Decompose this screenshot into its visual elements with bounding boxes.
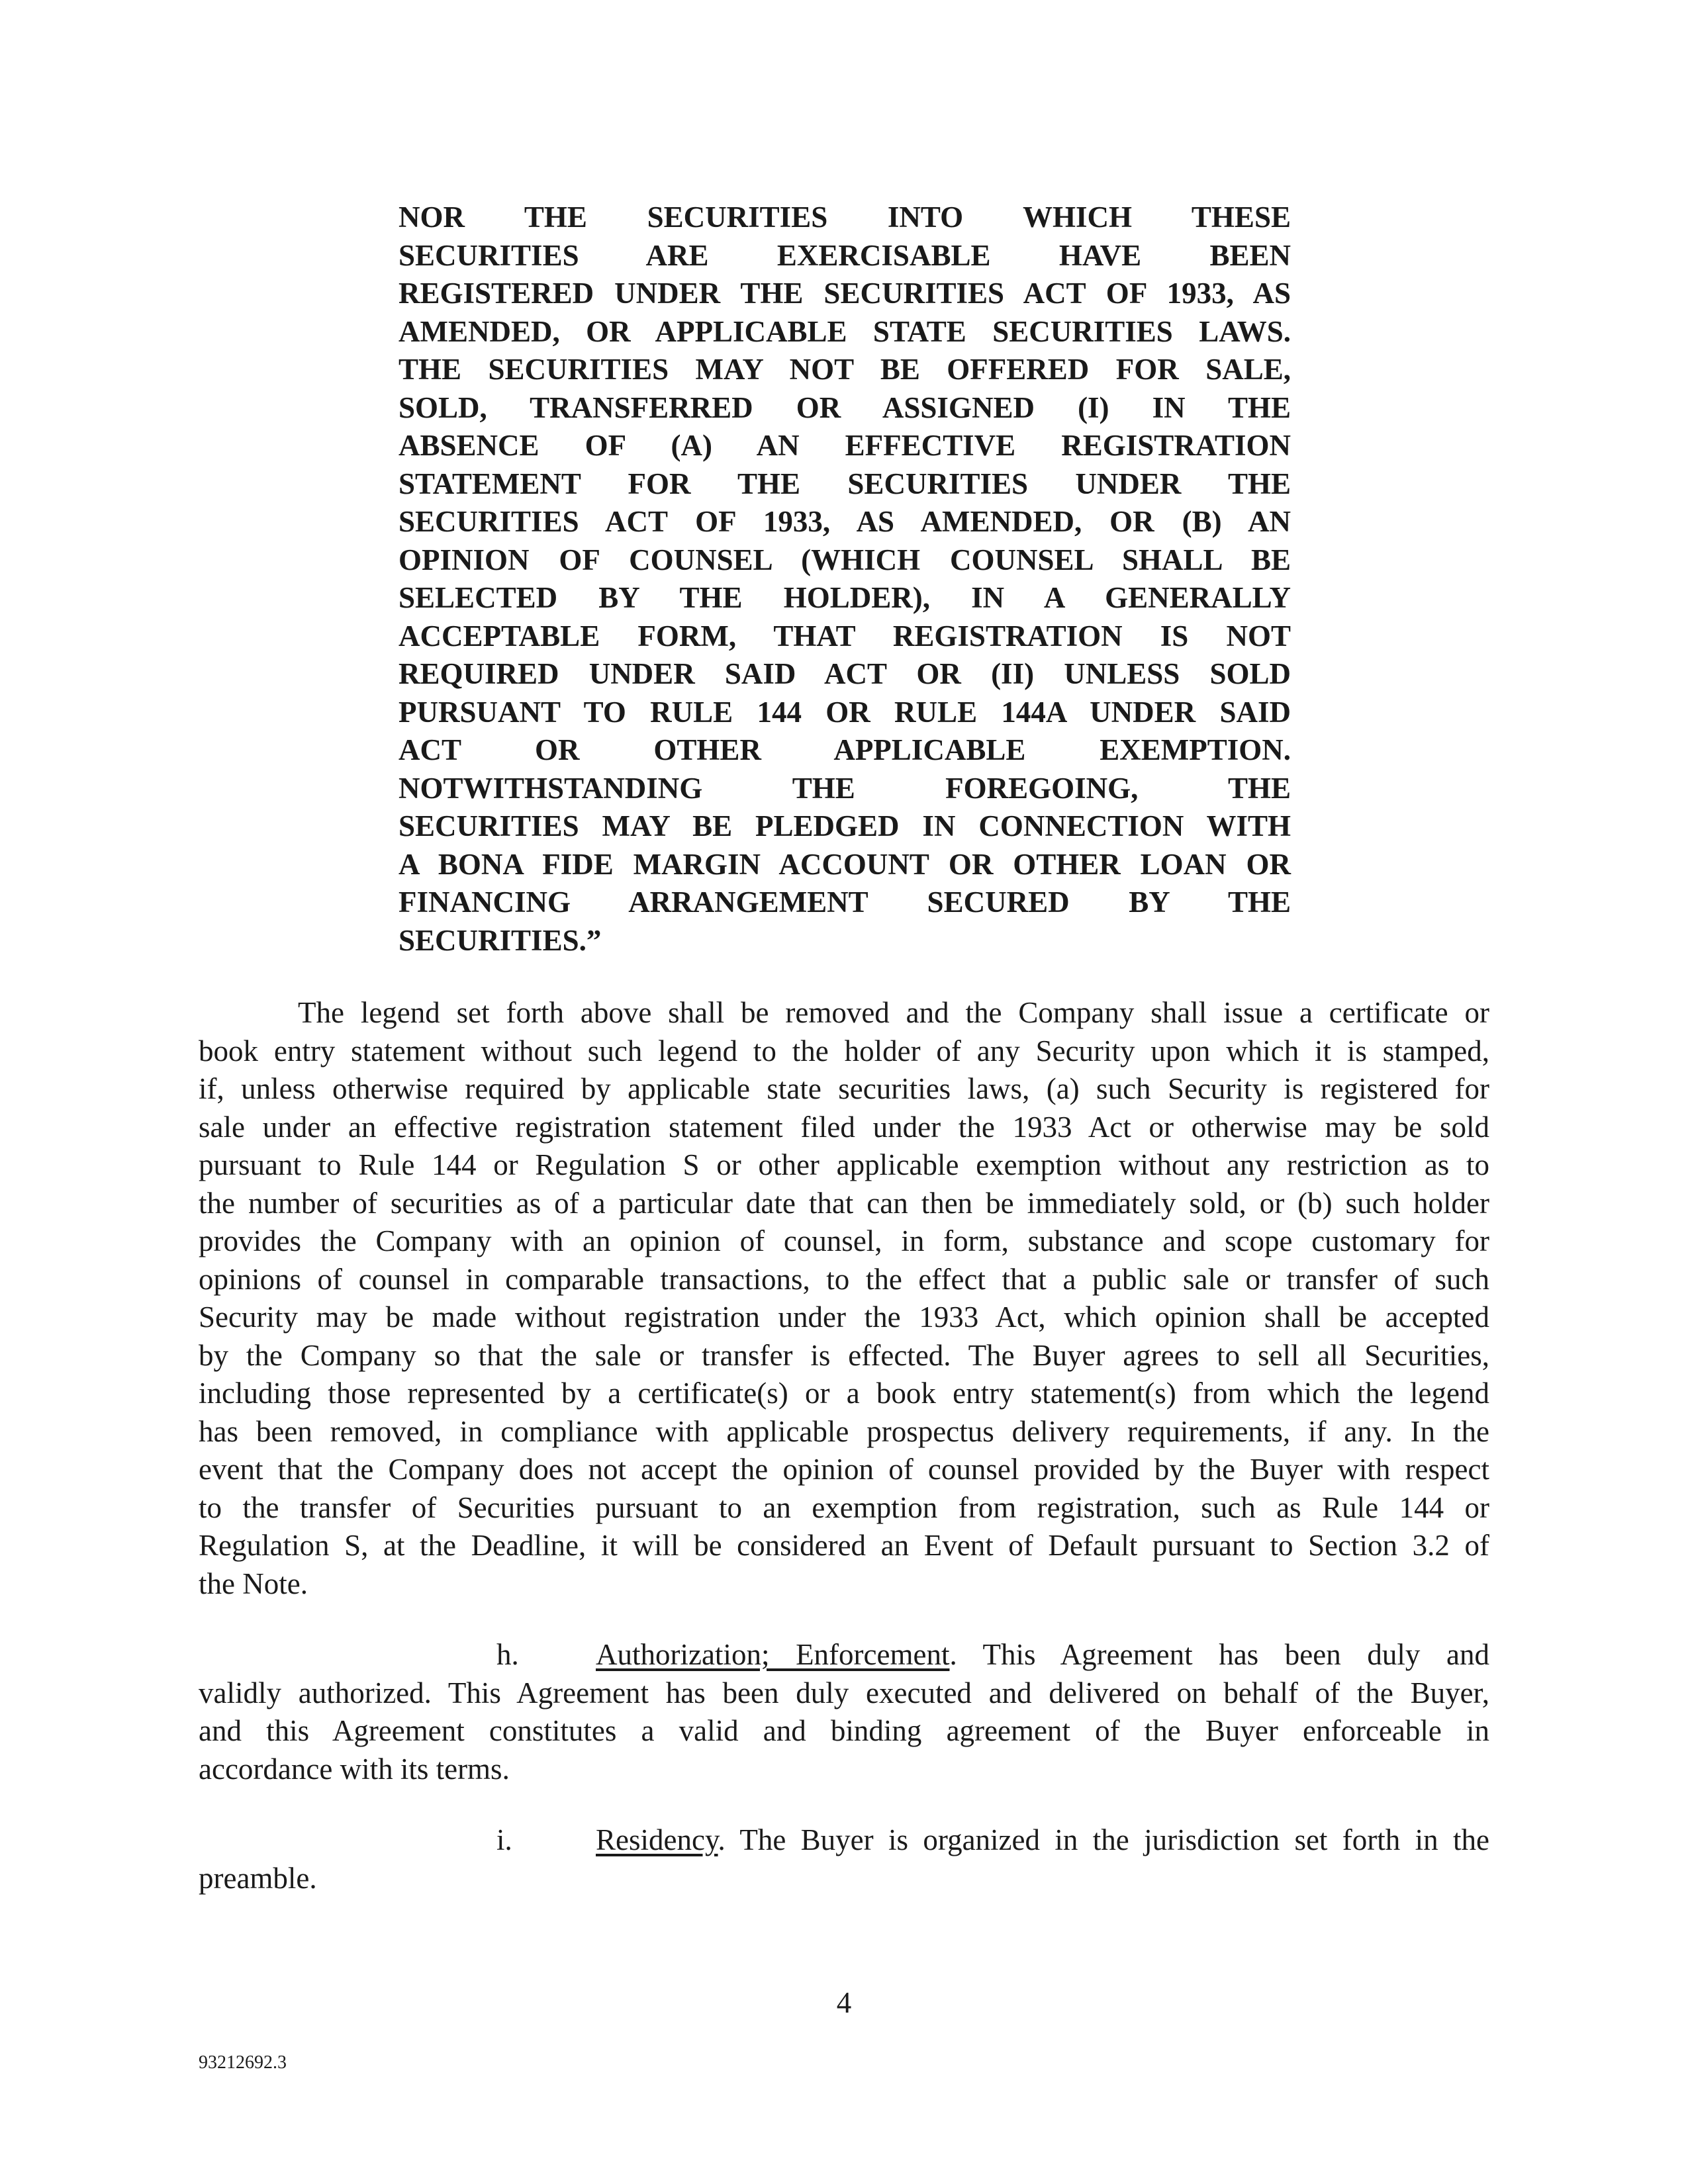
section-i-first-line-text: [596, 1821, 1489, 1860]
paragraph-line: has been removed, in compliance with applicable prospectus delivery requirements, if any. In the: [199, 1414, 1489, 1448]
section-h-first-line-text: [596, 1636, 1489, 1674]
legend-line: REGISTERED UNDER THE SECURITIES ACT OF 1933, AS: [399, 277, 1291, 310]
legend-line: PURSUANT TO RULE 144 OR RULE 144A UNDER SAID: [399, 695, 1291, 729]
paragraph-line: book entry statement without such legend to the holder of any Security upon which it is stamped,: [199, 1034, 1489, 1068]
paragraph-line: by the Company so that the sale or transfer is effected. The Buyer agrees to sell all Securities,: [199, 1338, 1489, 1372]
legend-line: FINANCING ARRANGEMENT SECURED BY THE: [399, 886, 1291, 919]
section-h-first-line: [199, 1636, 1489, 1674]
paragraph-line: if, unless otherwise required by applicable state securities laws, (a) such Security is registered for: [199, 1072, 1489, 1105]
legend-line: SOLD, TRANSFERRED OR ASSIGNED (I) IN THE: [399, 390, 1291, 424]
paragraph-line: opinions of counsel in comparable transactions, to the effect that a public sale or transfer of such: [199, 1262, 1489, 1296]
legend-line: REQUIRED UNDER SAID ACT OR (II) UNLESS SOLD: [399, 657, 1291, 690]
section-h-line: accordance with its terms.: [199, 1752, 510, 1786]
paragraph-line: the number of securities as of a particular date that can then be immediately sold, or (b) such holder: [199, 1186, 1489, 1220]
legend-line: SELECTED BY THE HOLDER), IN A GENERALLY: [399, 581, 1291, 614]
page-number: 4: [836, 1986, 852, 2019]
section-i-letter: i.: [496, 1823, 512, 1856]
legend-line: OPINION OF COUNSEL (WHICH COUNSEL SHALL BE: [399, 543, 1291, 576]
paragraph-line: including those represented by a certificate(s) or a book entry statement(s) from which the legend: [199, 1377, 1489, 1410]
legend-line: SECURITIES MAY BE PLEDGED IN CONNECTION WITH: [399, 809, 1291, 842]
legend-line: NOTWITHSTANDING THE FOREGOING, THE: [399, 771, 1291, 805]
paragraph-line: Security may be made without registration under the 1933 Act, which opinion shall be accepted: [199, 1300, 1489, 1334]
section-i-residency: [199, 1821, 1489, 1897]
section-i-first-line: [199, 1821, 1489, 1860]
section-i-heading: Residency: [596, 1823, 718, 1856]
paragraph-line: to the transfer of Securities pursuant to an exemption from registration, such as Rule 144 or: [199, 1490, 1489, 1524]
section-h-heading: Authorization; Enforcement: [596, 1638, 950, 1671]
paragraph-line: The legend set forth above shall be removed and the Company shall issue a certificate or: [298, 996, 1489, 1029]
legend-line: ABSENCE OF (A) AN EFFECTIVE REGISTRATION: [399, 429, 1291, 462]
section-h-authorization: [199, 1636, 1489, 1788]
paragraph-line: the Note.: [199, 1567, 308, 1600]
section-h-line: validly authorized. This Agreement has been duly executed and delivered on behalf of the Buyer,: [199, 1676, 1489, 1709]
legend-line: ACCEPTABLE FORM, THAT REGISTRATION IS NOT: [399, 619, 1291, 653]
section-h-letter: h.: [496, 1638, 519, 1671]
legend-line: ACT OR OTHER APPLICABLE EXEMPTION.: [399, 733, 1291, 766]
legend-removal-paragraph: [199, 994, 1489, 1603]
legend-line: SECURITIES ARE EXERCISABLE HAVE BEEN: [399, 238, 1291, 272]
paragraph-line: sale under an effective registration statement filed under the 1933 Act or otherwise may be sold: [199, 1110, 1489, 1144]
paragraph-line: provides the Company with an opinion of counsel, in form, substance and scope customary for: [199, 1224, 1489, 1257]
legend-line: A BONA FIDE MARGIN ACCOUNT OR OTHER LOAN OR: [399, 847, 1291, 881]
paragraph-line: pursuant to Rule 144 or Regulation S or other applicable exemption without any restriction as to: [199, 1148, 1489, 1181]
legend-line: STATEMENT FOR THE SECURITIES UNDER THE: [399, 467, 1291, 500]
legend-line: NOR THE SECURITIES INTO WHICH THESE: [399, 201, 1291, 234]
section-i-line: preamble.: [199, 1861, 317, 1895]
section-h-first-line-rest: . This Agreement has been duly and: [949, 1638, 1489, 1671]
legend-line: THE SECURITIES MAY NOT BE OFFERED FOR SALE,: [399, 353, 1291, 386]
section-i-first-line-rest: . The Buyer is organized in the jurisdiction set forth in the: [718, 1823, 1489, 1856]
legend-line: SECURITIES ACT OF 1933, AS AMENDED, OR (B) AN: [399, 505, 1291, 538]
document-id: 93212692.3: [199, 2052, 287, 2073]
legend-line: AMENDED, OR APPLICABLE STATE SECURITIES LAWS.: [399, 314, 1291, 348]
paragraph-line: Regulation S, at the Deadline, it will be considered an Event of Default pursuant to Section 3.2 of: [199, 1529, 1489, 1562]
section-h-line: and this Agreement constitutes a valid and binding agreement of the Buyer enforceable in: [199, 1714, 1489, 1747]
legend-line: SECURITIES.”: [399, 923, 602, 957]
paragraph-line: event that the Company does not accept the opinion of counsel provided by the Buyer with respect: [199, 1453, 1489, 1486]
legend-block: [399, 199, 1291, 960]
